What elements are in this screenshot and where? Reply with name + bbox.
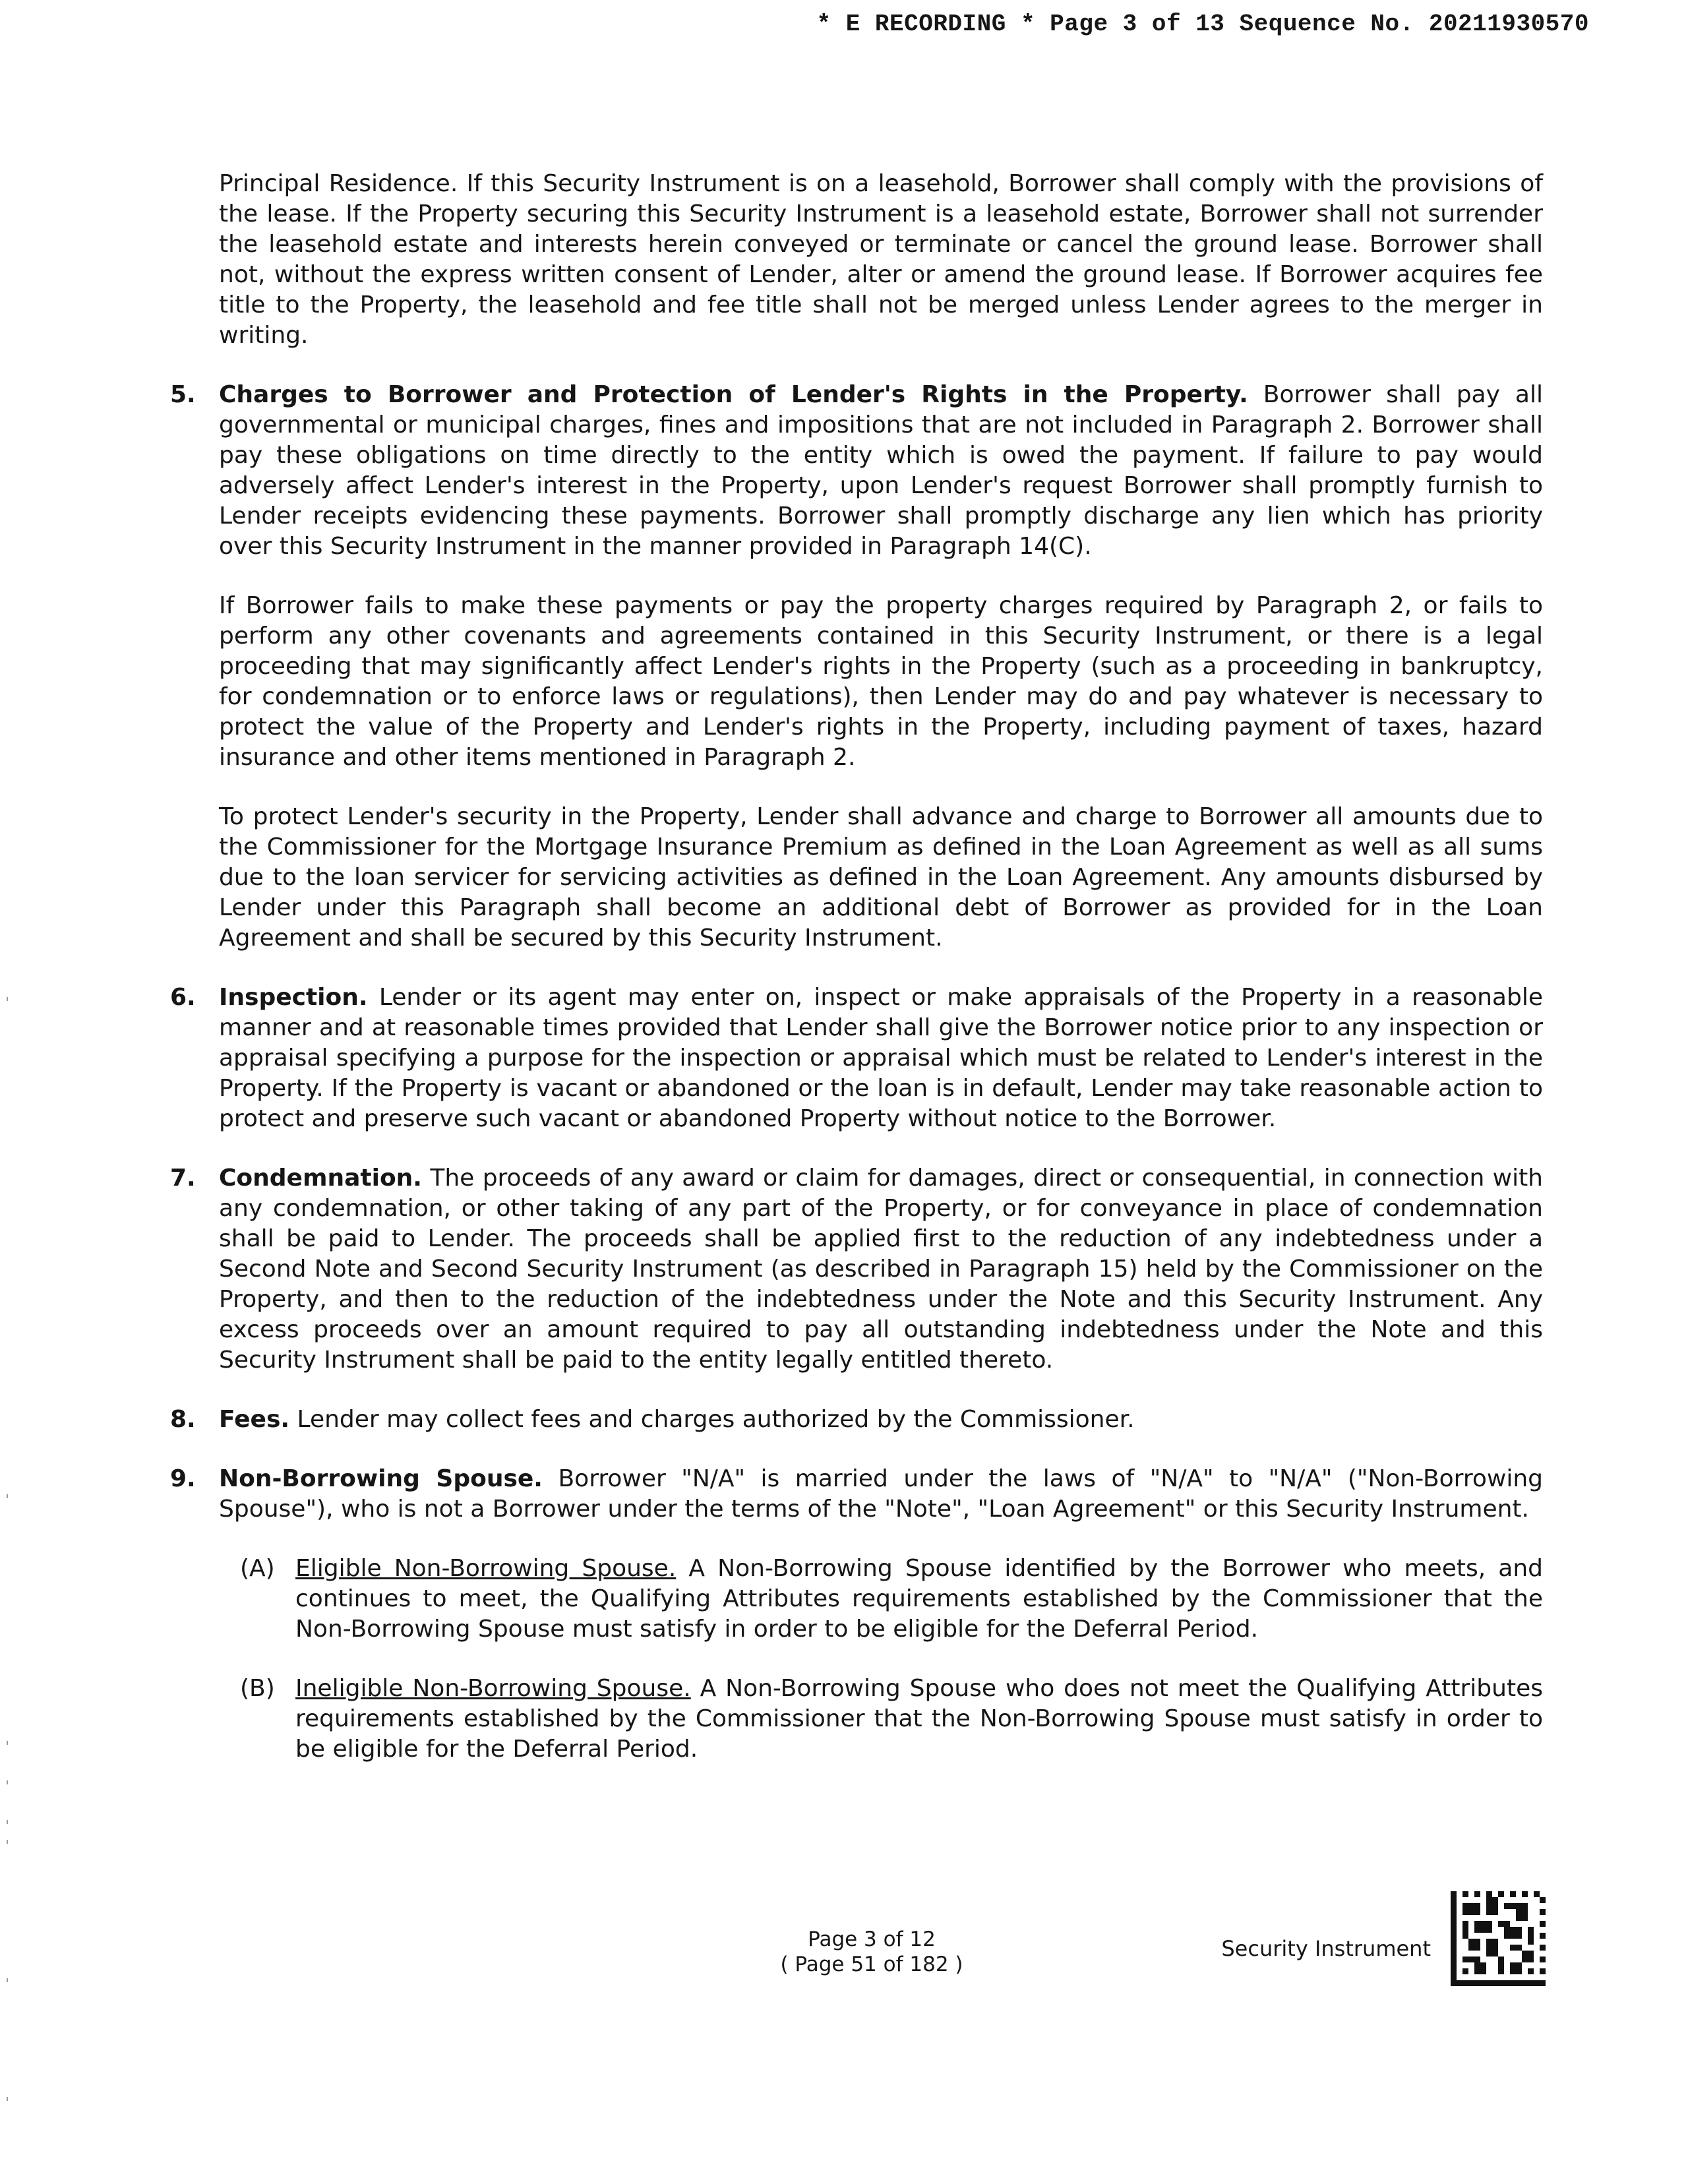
scan-margin-mark bbox=[7, 1494, 8, 1498]
section-title: Fees. bbox=[219, 1406, 290, 1433]
section-number: 6. bbox=[170, 984, 196, 1011]
page-number bbox=[713, 1927, 1030, 1977]
subsection-title: Eligible Non-Borrowing Spouse. bbox=[295, 1555, 677, 1582]
document-title: Security Instrument bbox=[1221, 1936, 1431, 1961]
section-title: Inspection. bbox=[219, 984, 368, 1011]
subsection-text: A Non-Borrowing Spouse who does not meet the Qualifying Attributes requirements established by the Commissioner that the Non-Borrowing Spouse must satisfy in order to be eligible for the Deferral Period. bbox=[295, 1675, 1543, 1763]
scan-margin-mark bbox=[7, 1840, 8, 1844]
scan-margin-mark bbox=[7, 997, 8, 1001]
subsection-a bbox=[240, 1554, 1544, 1645]
section-text: Borrower shall pay all governmental or municipal charges, fines and impositions that are not included in Paragraph 2. Borrower shall pay these obligations on time directly to the entity which is owed the payment. If failure to pay would adversely affect Lender's interest in the Property, upon Lender's request Borrower shall promptly furnish to Lender receipts evidencing these payments. Borrower shall promptly discharge any lien which has priority over this Security Instrument in the manner provided in Paragraph 14(C). bbox=[219, 381, 1543, 560]
section-5 bbox=[170, 380, 1543, 954]
section-paragraph bbox=[219, 983, 1543, 1134]
section-paragraph bbox=[219, 1405, 1543, 1435]
subsection-label: (B) bbox=[240, 1675, 275, 1702]
subsection-title: Ineligible Non-Borrowing Spouse. bbox=[295, 1675, 691, 1702]
section-number: 5. bbox=[170, 381, 196, 408]
subsection-text: A Non-Borrowing Spouse identified by the Borrower who meets, and continues to meet, the Qualifying Attributes requirements established by the Commissioner that the Non-Borrowing Spouse must satisfy in order to be eligible for the Deferral Period. bbox=[295, 1555, 1544, 1643]
section-number: 7. bbox=[170, 1165, 196, 1192]
subsection-paragraph bbox=[295, 1554, 1543, 1645]
section-text: Lender may collect fees and charges authorized by the Commissioner. bbox=[297, 1406, 1135, 1433]
section-text: The proceeds of any award or claim for damages, direct or consequential, in connection with any condemnation, or other taking of any part of the Property, or for conveyance in place of condemnation shall be paid to Lender. The proceeds shall be applied first to the reduction of any indebtedness under a Second Note and Second Security Instrument (as described in Paragraph 15) held by the Commissioner on the Property, and then to the reduction of the indebtedness under the Note and this Security Instrument. Any excess proceeds over an amount required to pay all outstanding indebtedness under the Note and this Security Instrument shall be paid to the entity legally entitled thereto. bbox=[219, 1165, 1543, 1374]
section-title: Non-Borrowing Spouse. bbox=[219, 1465, 543, 1492]
section-number: 9. bbox=[170, 1465, 196, 1492]
section-9 bbox=[170, 1464, 1543, 1525]
recording-header: * E RECORDING * Page 3 of 13 Sequence No. 20211930570 bbox=[816, 11, 1589, 38]
section-paragraph bbox=[219, 1464, 1543, 1525]
scan-margin-mark bbox=[7, 1978, 8, 1982]
scan-margin-mark bbox=[7, 1820, 8, 1824]
subsection-b bbox=[240, 1674, 1543, 1765]
section-7 bbox=[170, 1163, 1543, 1376]
section-paragraph bbox=[219, 1163, 1543, 1376]
scan-margin-mark bbox=[7, 1741, 8, 1745]
document-body bbox=[170, 169, 1543, 1765]
subsection-paragraph bbox=[295, 1674, 1543, 1765]
page-number-line: Page 3 of 12 bbox=[808, 1927, 936, 1951]
section-6 bbox=[170, 983, 1543, 1134]
scan-margin-mark bbox=[7, 2097, 8, 2101]
section-paragraph: If Borrower fails to make these payments or pay the property charges required by Paragraph 2, or fails to perform any other covenants and agreements contained in this Security Instrument, or there is a legal proceeding that may significantly affect Lender's rights in the Property (such as a proceeding in bankruptcy, for condemnation or to enforce laws or regulations), then Lender may do and pay whatever is necessary to protect the value of the Property and Lender's rights in the Property, including payment of taxes, hazard insurance and other items mentioned in Paragraph 2. bbox=[219, 592, 1543, 771]
section-text: Borrower "N/A" is married under the laws of "N/A" to "N/A" ("Non-Borrowing Spouse"), who is not a Borrower under the terms of the "Note", "Loan Agreement" or this Security Instrument. bbox=[219, 1465, 1543, 1523]
scan-margin-mark bbox=[7, 1780, 8, 1784]
section-paragraph bbox=[219, 380, 1543, 562]
intro-paragraph: Principal Residence. If this Security Instrument is on a leasehold, Borrower shall comply with the provisions of the lease. If the Property securing this Security Instrument is a leasehold estate, Borrower shall not surrender the leasehold estate and interests herein conveyed or terminate or cancel the ground lease. Borrower shall not, without the express written consent of Lender, alter or amend the ground lease. If Borrower acquires fee title to the Property, the leasehold and fee title shall not be merged unless Lender agrees to the merger in writing. bbox=[219, 170, 1543, 349]
datamatrix-barcode-icon bbox=[1451, 1891, 1546, 1986]
subsection-label: (A) bbox=[240, 1555, 275, 1582]
section-number: 8. bbox=[170, 1406, 196, 1433]
section-title: Condemnation. bbox=[219, 1165, 422, 1192]
page-number-total: ( Page 51 of 182 ) bbox=[780, 1953, 963, 1976]
section-8 bbox=[170, 1405, 1543, 1435]
section-paragraph: To protect Lender's security in the Property, Lender shall advance and charge to Borrower all amounts due to the Commissioner for the Mortgage Insurance Premium as defined in the Loan Agreement as well as all sums due to the loan servicer for servicing activities as defined in the Loan Agreement. Any amounts disbursed by Lender under this Paragraph shall become an additional debt of Borrower as provided for in the Loan Agreement and shall be secured by this Security Instrument. bbox=[219, 803, 1543, 952]
section-title: Charges to Borrower and Protection of Lender's Rights in the Property. bbox=[219, 381, 1248, 408]
section-text: Lender or its agent may enter on, inspect or make appraisals of the Property in a reasonable manner and at reasonable times provided that Lender shall give the Borrower notice prior to any inspection or appraisal specifying a purpose for the inspection or appraisal which must be related to Lender's interest in the Property. If the Property is vacant or abandoned or the loan is in default, Lender may take reasonable action to protect and preserve such vacant or abandoned Property without notice to the Borrower. bbox=[219, 984, 1543, 1132]
